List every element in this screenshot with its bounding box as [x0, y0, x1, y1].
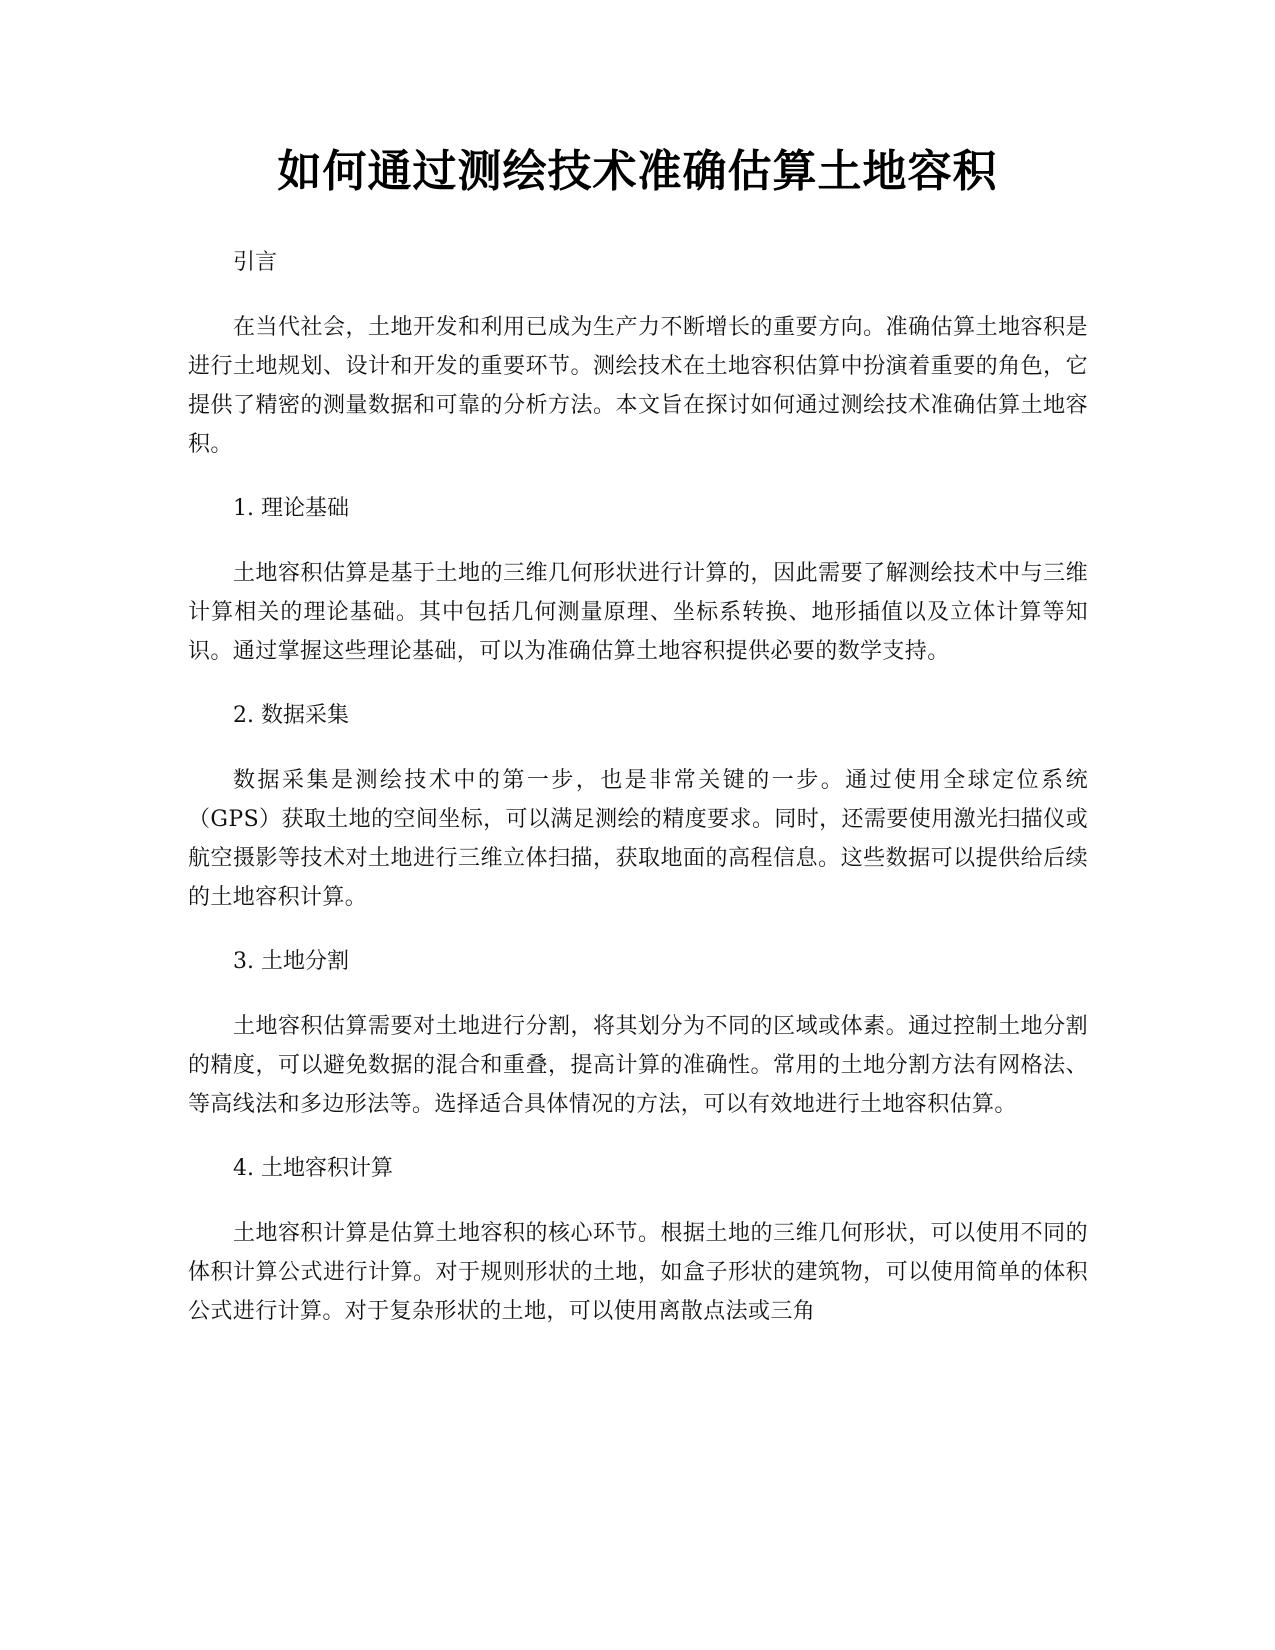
intro-paragraph: 在当代社会，土地开发和利用已成为生产力不断增长的重要方向。准确估算土地容积是进行土地规划、设计和开发的重要环节。测绘技术在土地容积估算中扮演着重要的角色，它提供了精密的测量数据和可靠的分析方法。本文旨在探讨如何通过测绘技术准确估算土地容积。	[188, 315, 1088, 457]
document-title: 如何通过测绘技术准确估算土地容积	[277, 146, 998, 197]
section-paragraph-data-collection: 数据采集是测绘技术中的第一步，也是非常关键的一步。通过使用全球定位系统（GPS）获取土地的空间坐标，可以满足测绘的精度要求。同时，还需要使用激光扫描仪或航空摄影等技术对土地进行三维立体扫描，获取地面的高程信息。这些数据可以提供给后续的土地容积计算。	[188, 768, 1088, 910]
section-paragraph-volume-calculation: 土地容积计算是估算土地容积的核心环节。根据土地的三维几何形状，可以使用不同的体积计算公式进行计算。对于规则形状的土地，如盒子形状的建筑物，可以使用简单的体积公式进行计算。对于复杂形状的土地，可以使用离散点法或三角	[188, 1221, 1088, 1324]
section-heading-data-collection: 2. 数据采集	[233, 703, 349, 728]
section-heading-land-division: 3. 土地分割	[233, 949, 349, 974]
section-heading-theory: 1. 理论基础	[233, 496, 349, 521]
document-body	[188, 240, 1088, 1353]
section-paragraph-theory: 土地容积估算是基于土地的三维几何形状进行计算的，因此需要了解测绘技术中与三维计算相关的理论基础。其中包括几何测量原理、坐标系转换、地形插值以及立体计算等知识。通过掌握这些理论基础，可以为准确估算土地容积提供必要的数学支持。	[188, 561, 1088, 664]
section-paragraph-land-division: 土地容积估算需要对土地进行分割，将其划分为不同的区域或体素。通过控制土地分割的精度，可以避免数据的混合和重叠，提高计算的准确性。常用的土地分割方法有网格法、等高线法和多边形法等。选择适合具体情况的方法，可以有效地进行土地容积估算。	[188, 1014, 1088, 1117]
section-heading-volume-calculation: 4. 土地容积计算	[233, 1156, 393, 1181]
intro-heading: 引言	[233, 250, 278, 275]
